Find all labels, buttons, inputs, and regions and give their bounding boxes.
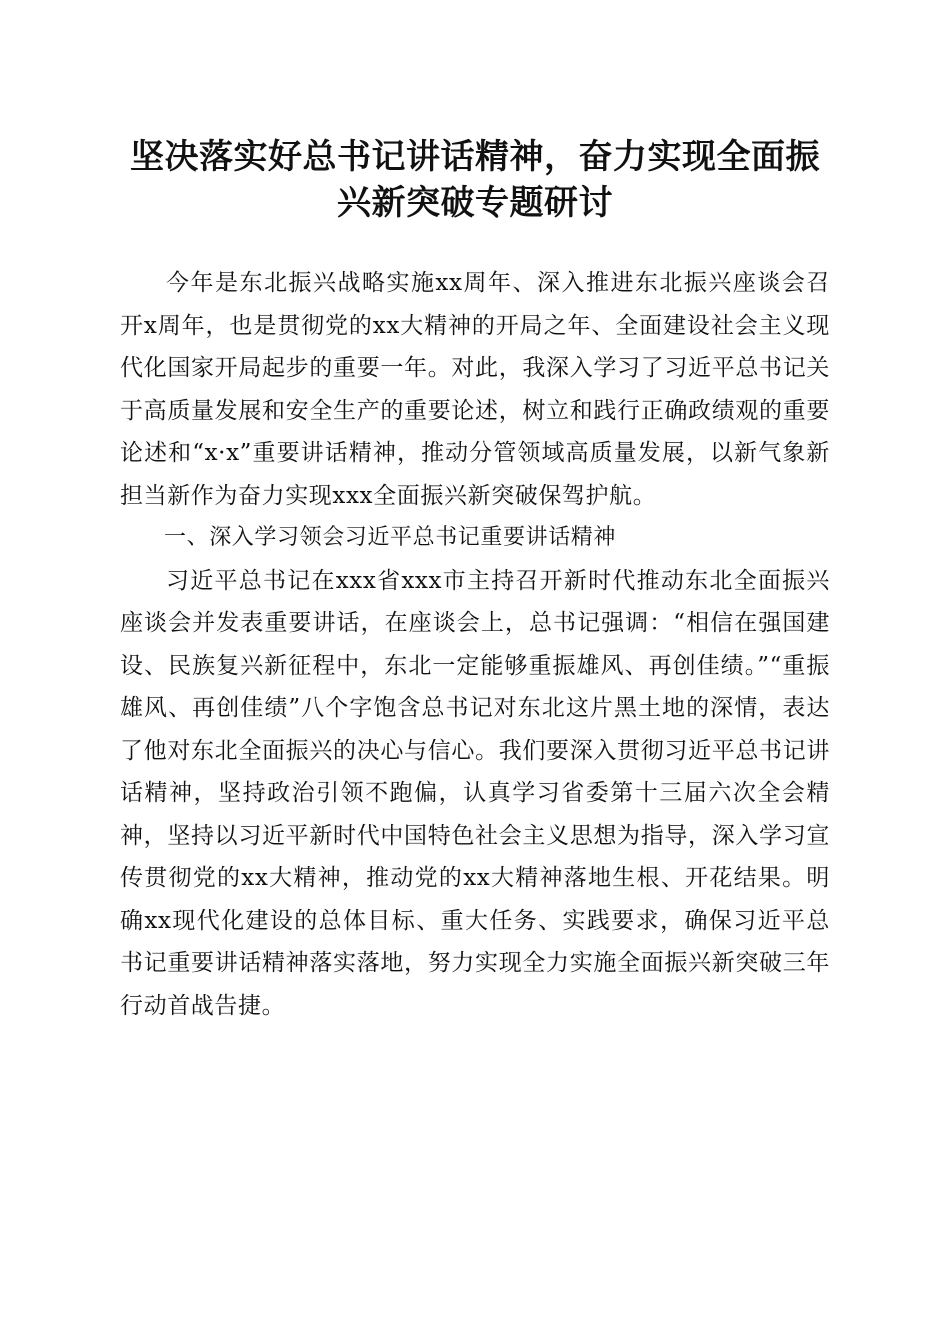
section-1-paragraph: 习近平总书记在xxx省xxx市主持召开新时代推动东北全面振兴座谈会并发表重要讲话，在座谈会上，总书记强调：“相信在强国建设、民族复兴新征程中，东北一定能够重振雄风、再创佳绩。”“重振雄风、再创佳绩”八个字饱含总书记对东北这片黑土地的深情，表达了他对东北全面振兴的决心与信心。我们要深入贯彻习近平总书记讲话精神，坚持政治引领不跑偏，认真学习省委第十三届六次全会精神，坚持以习近平新时代中国特色社会主义思想为指导，深入学习宣传贯彻党的xx大精神，推动党的xx大精神落地生根、开花结果。明确xx现代化建设的总体目标、重大任务、实践要求，确保习近平总书记重要讲话精神落实落地，努力实现全力实施全面振兴新突破三年行动首战告捷。 [120,567,830,1019]
title-line-2: 兴新突破专题研讨 [337,183,613,223]
intro-paragraph: 今年是东北振兴战略实施xx周年、深入推进东北振兴座谈会召开x周年，也是贯彻党的xx大精神的开局之年、全面建设社会主义现代化国家开局起步的重要一年。对此，我深入学习了习近平总书记关于高质量发展和安全生产的重要论述，树立和践行正确政绩观的重要论述和“x·x”重要讲话精神，推动分管领域高质量发展，以新气象新担当新作为奋力实现xxx全面振兴新突破保驾护航。 [120,270,830,509]
title-line-1: 坚决落实好总书记讲话精神，奋力实现全面振 [130,137,820,177]
section-1-heading: 一、深入学习领会习近平总书记重要讲话精神 [164,525,617,550]
document-title [110,134,840,226]
document-body [120,262,830,1027]
